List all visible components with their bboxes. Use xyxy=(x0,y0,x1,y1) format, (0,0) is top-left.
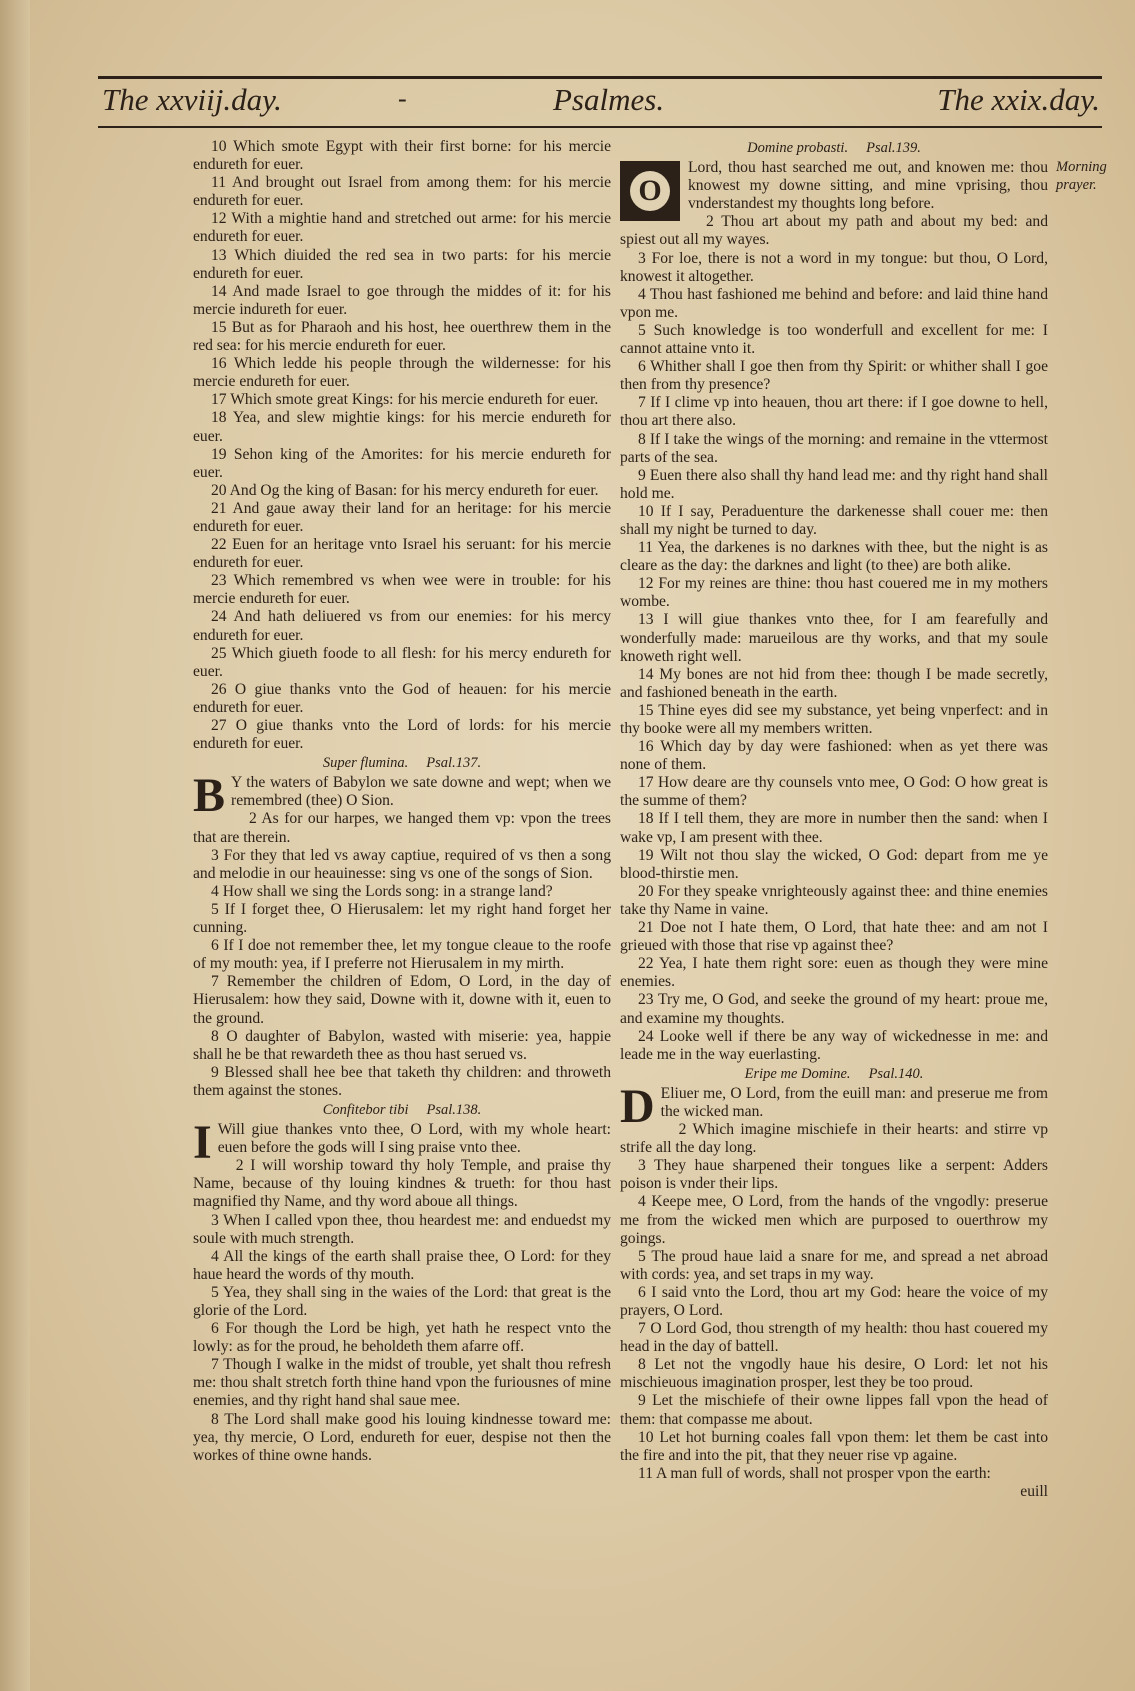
verse: 22 Yea, I hate them right sore: euen as though they were mine enemies. xyxy=(620,955,1048,991)
verse: 11 And brought out Israel from among them: for his mercie endureth for euer. xyxy=(193,174,611,210)
psalm-latin-incipit: Domine probasti. xyxy=(747,140,849,156)
verse: 26 O giue thanks vnto the God of heauen: for his mercie endureth for euer. xyxy=(193,680,611,716)
verse: 22 Euen for an heritage vnto Israel his seruant: for his mercie endureth for euer. xyxy=(193,536,611,572)
verse: 9 Blessed shall hee bee that taketh thy children: and throweth them against the stones. xyxy=(193,1063,611,1099)
verse: 3 They haue sharpened their tongues like a serpent: Adders poison is vnder their lips. xyxy=(620,1157,1048,1193)
verse-text: Eliuer me, O Lord, from the euill man: and preserue me from the wicked man. xyxy=(660,1084,1048,1120)
verse: 3 For they that led vs away captiue, required of vs then a song and melodie in our heauinesse: sing vs one of the songs of Sion. xyxy=(193,846,611,882)
catchword: euill xyxy=(1020,1482,1048,1500)
verse: 11 Yea, the darkenes is no darknes with thee, but the night is as cleare as the day: the darknes and light (to thee) are both alike. xyxy=(620,539,1048,575)
verse: 7 O Lord God, thou strength of my health: thou hast couered my head in the day of battell. xyxy=(620,1320,1048,1356)
verse: 21 And gaue away their land for an heritage: for his mercie endureth for euer. xyxy=(193,499,611,535)
drop-cap-initial: B xyxy=(193,769,226,823)
verse: 25 Which giueth foode to all flesh: for his mercy endureth for euer. xyxy=(193,644,611,680)
verse: 14 My bones are not hid from thee: though I be made secretly, and fashioned beneath in the earth. xyxy=(620,665,1048,701)
margin-note-line: prayer. xyxy=(1056,177,1097,193)
header-book-title: Psalmes. xyxy=(553,82,665,117)
psalm-opening-verse xyxy=(193,1116,611,1170)
verse: 10 If I say, Peraduenture the darkenesse shall couer me: then shall my night be turned to day. xyxy=(620,502,1048,538)
verse: 24 Looke well if there be any way of wickednesse in me: and leade me in the way euerlasting. xyxy=(620,1027,1048,1063)
verse: 14 And made Israel to goe through the middes of it: for his mercie indureth for euer. xyxy=(193,282,611,318)
psalm-number: Psal.140. xyxy=(868,1065,924,1082)
verse: 8 Let not the vngodly haue his desire, O Lord: let not his mischieuous imagination prosper, lest they be too proud. xyxy=(620,1356,1048,1392)
verse: 9 Let the mischiefe of their owne lippes fall vpon the head of them: that compasse me about. xyxy=(620,1392,1048,1428)
verse: 6 For though the Lord be high, yet hath he respect vnto the lowly: as for the proud, he beholdeth them afarre off. xyxy=(193,1320,611,1356)
verse: 18 Yea, and slew mightie kings: for his mercie endureth for euer. xyxy=(193,409,611,445)
verse: 3 When I called vpon thee, thou heardest me: and enduedst my soule with much strength. xyxy=(193,1211,611,1247)
psalm-opening-verse xyxy=(620,1079,1048,1133)
psalm-number: Psal.137. xyxy=(426,755,482,772)
verse: 7 Remember the children of Edom, O Lord, in the day of Hierusalem: how they said, Downe with it, downe with it, euen to the ground. xyxy=(193,973,611,1027)
psalm-latin-incipit: Eripe me Domine. xyxy=(744,1065,851,1082)
verse-text: Lord, thou hast searched me out, and knowen me: thou knowest my downe sitting, and mine vprising, thou vnderstandest my thoughts long before. xyxy=(688,159,1048,213)
verse: 24 And hath deliuered vs from our enemies: for his mercy endureth for euer. xyxy=(193,608,611,644)
header-left-day: The xxviij.day. xyxy=(102,82,282,117)
verse: 4 All the kings of the earth shall praise thee, O Lord: for they haue heard the words of thy mouth. xyxy=(193,1247,611,1283)
verse: 23 Try me, O God, and seeke the ground of my heart: proue me, and examine my thoughts. xyxy=(620,991,1048,1027)
verse: 17 Which smote great Kings: for his mercie endureth for euer. xyxy=(211,391,599,409)
verse: 7 Though I walke in the midst of trouble, yet shalt thou refresh me: thou shalt stretch forth thine hand vpon the furiousnes of mine enemies, and thy right hand shal saue mee. xyxy=(193,1356,611,1410)
verse: 16 Which ledde his people through the wildernesse: for his mercie endureth for euer. xyxy=(193,355,611,391)
verse: 16 Which day by day were fashioned: when as yet there was none of them. xyxy=(620,738,1048,774)
verse: 2 I will worship toward thy holy Temple, and praise thy Name, because of thy louing kindnes & trueth: for thou hast magnified thy Name, and thy word aboue all things. xyxy=(193,1157,611,1211)
verse: 9 Euen there also shall thy hand lead me: and thy right hand shall hold me. xyxy=(620,466,1048,502)
verse-text: Will giue thankes vnto thee, O Lord, with my whole heart: euen before the gods will I sing praise vnto thee. xyxy=(217,1121,611,1157)
psalm-latin-incipit: Super flumina. xyxy=(322,755,409,772)
drop-cap-initial: I xyxy=(193,1116,212,1170)
verse: 20 And Og the king of Basan: for his mercy endureth for euer. xyxy=(211,481,599,499)
psalm-title xyxy=(620,1065,1048,1083)
verse: 4 Keepe mee, O Lord, from the hands of the vngodly: preserue me from the wicked men which are purposed to ouerthrow my goings. xyxy=(620,1193,1048,1247)
verse: 8 O daughter of Babylon, wasted with miserie: yea, happie shall he be that rewardeth thee as thou hast serued vs. xyxy=(193,1027,611,1063)
verse: 23 Which remembred vs when wee were in trouble: for his mercie endureth for euer. xyxy=(193,572,611,608)
header-dash: - xyxy=(398,84,407,113)
ornamental-initial xyxy=(620,161,680,221)
verse: 12 For my reines are thine: thou hast couered me in my mothers wombe. xyxy=(620,575,1048,611)
psalm-latin-incipit: Confitebor tibi xyxy=(322,1101,409,1118)
verse: 5 Such knowledge is too wonderfull and excellent for me: I cannot attaine vnto it. xyxy=(620,321,1048,358)
verse: 8 The Lord shall make good his louing kindnesse toward me: yea, thy mercie, O Lord, endureth for euer, despise not then the workes of thine owne hands. xyxy=(193,1410,611,1464)
verse: 10 Let hot burning coales fall vpon them: let them be cast into the fire and into the pit, that they neuer rise vp againe. xyxy=(620,1428,1048,1464)
verse: 27 O giue thanks vnto the Lord of lords: for his mercie endureth for euer. xyxy=(193,717,611,753)
initial-letter: O xyxy=(630,171,670,211)
verse: 6 If I doe not remember thee, let my tongue cleaue to the roofe of my mouth: yea, if I preferre not Hierusalem in my mirth. xyxy=(193,937,611,973)
header-right-day: The xxix.day. xyxy=(937,82,1100,117)
verse: 6 I said vnto the Lord, thou art my God: heare the voice of my prayers, O Lord. xyxy=(620,1283,1048,1319)
verse: 4 Thou hast fashioned me behind and before: and laid thine hand vpon me. xyxy=(620,285,1048,321)
verse: 6 Whither shall I goe then from thy Spirit: or whither shall I goe then from thy presence? xyxy=(620,358,1048,394)
verse: 5 Yea, they shall sing in the waies of the Lord: that great is the glorie of the Lord. xyxy=(193,1283,611,1319)
verse: 2 Which imagine mischiefe in their hearts: and stirre vp strife all the day long. xyxy=(620,1121,1048,1157)
margin-note xyxy=(1056,158,1107,194)
verse: 8 If I take the wings of the morning: and remaine in the vttermost parts of the sea. xyxy=(620,430,1048,466)
verse: 10 Which smote Egypt with their first borne: for his mercie endureth for euer. xyxy=(193,138,611,174)
psalm-opening-verse xyxy=(620,159,1048,213)
drop-cap-initial: D xyxy=(620,1079,655,1133)
verse: 13 I will giue thankes vnto thee, for I am fearefully and wonderfully made: marueilous are thy works, and that my soule knoweth right well. xyxy=(620,611,1048,665)
psalm-number: Psal.138. xyxy=(426,1101,482,1118)
psalm-title xyxy=(620,139,1048,157)
verse-text: Y the waters of Babylon we sate downe and wept; when we remembred (thee) O Sion. xyxy=(231,774,611,810)
verse: 15 Thine eyes did see my substance, yet being vnperfect: and in thy booke were all my members written. xyxy=(620,701,1048,737)
margin-note-line: Morning xyxy=(1056,159,1107,175)
verse: 5 The proud haue laid a snare for me, and spread a net abroad with cords: yea, and set traps in my way. xyxy=(620,1247,1048,1283)
verse: 11 A man full of words, shall not prosper vpon the earth: xyxy=(638,1464,991,1482)
verse: 2 Thou art about my path and about my bed: and spiest out all my wayes. xyxy=(620,213,1048,249)
verse: 17 How deare are thy counsels vnto mee, O God: O how great is the summe of them? xyxy=(620,774,1048,810)
verse: 5 If I forget thee, O Hierusalem: let my right hand forget her cunning. xyxy=(193,900,611,937)
verse: 19 Wilt not thou slay the wicked, O God: depart from me ye blood-thirstie men. xyxy=(620,846,1048,882)
verse: 13 Which diuided the red sea in two parts: for his mercie endureth for euer. xyxy=(193,246,611,282)
verse: 18 If I tell them, they are more in number then the sand: when I wake vp, I am present with thee. xyxy=(620,810,1048,846)
verse: 4 How shall we sing the Lords song: in a strange land? xyxy=(211,882,553,900)
header-rule-bottom xyxy=(98,126,1102,128)
right-column xyxy=(620,138,1048,1501)
verse: 19 Sehon king of the Amorites: for his mercie endureth for euer. xyxy=(193,445,611,481)
running-header xyxy=(98,76,1102,128)
left-column xyxy=(193,138,611,1465)
psalm-title xyxy=(193,754,611,772)
verse: 21 Doe not I hate them, O Lord, that hate thee: and am not I grieued with those that rise vp against thee? xyxy=(620,919,1048,955)
verse: 2 As for our harpes, we hanged them vp: vpon the trees that are therein. xyxy=(193,810,611,846)
verse: 3 For loe, there is not a word in my tongue: but thou, O Lord, knowest it altogether. xyxy=(620,249,1048,285)
psalm-title xyxy=(193,1101,611,1119)
verse: 20 For they speake vnrighteously against thee: and thine enemies take thy Name in vaine. xyxy=(620,882,1048,918)
verse: 7 If I clime vp into heauen, thou art there: if I goe downe to hell, thou art there also. xyxy=(620,394,1048,430)
verse: 12 With a mightie hand and stretched out arme: for his mercie endureth for euer. xyxy=(193,210,611,246)
psalm-number: Psal.139. xyxy=(866,140,921,156)
verse: 15 But as for Pharaoh and his host, hee ouerthrew them in the red sea: for his mercie endureth for euer. xyxy=(193,318,611,355)
psalm-opening-verse xyxy=(193,769,611,823)
